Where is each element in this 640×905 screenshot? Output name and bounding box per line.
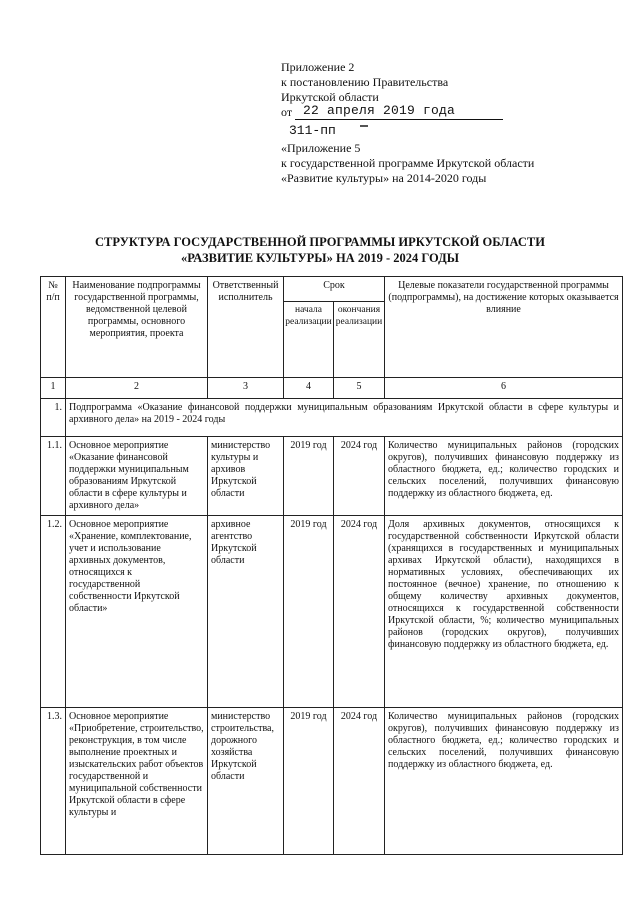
col-number: 5 [334, 378, 385, 399]
appendix-line-7: «Развитие культуры» на 2014-2020 годы [281, 171, 487, 185]
col-number: 4 [284, 378, 334, 399]
header-num: № п/п [41, 277, 66, 378]
title-line-1: СТРУКТУРА ГОСУДАРСТВЕННОЙ ПРОГРАММЫ ИРКУТСКОЙ ОБЛАСТИ [95, 235, 545, 249]
title-line-2: «РАЗВИТИЕ КУЛЬТУРЫ» НА 2019 - 2024 ГОДЫ [181, 251, 459, 265]
table-row [41, 516, 623, 708]
table-row [41, 437, 623, 516]
header-period: Срок [284, 277, 385, 302]
appendix-line-6: к государственной программе Иркутской области [281, 156, 535, 170]
row-targets: Доля архивных документов, относящихся к государственной собственности Иркутской области (хранящихся в государственных и муниципальных архивах Иркутской области), находящихся в нормативных условиях, обеспечивающих их постоянное (вечное) хранение, по отношению к общему количеству архивных документов, относящихся к государственной собственности Иркутской области, %; количество муниципальных районов (городских округов), получивших финансовую поддержку из областного бюджета, ед. [385, 516, 623, 708]
row-end: 2024 год [334, 708, 385, 855]
col-number: 1 [41, 378, 66, 399]
header-end: окончания реализации [334, 302, 385, 378]
row-name: Основное мероприятие «Приобретение, строительство, реконструкция, в том числе выполнение проектных и изыскательских работ объектов государственной и муниципальной собственности Иркутской области в сфере культуры и [66, 708, 208, 855]
row-num: 1.3. [41, 708, 66, 855]
row-name: Основное мероприятие «Оказание финансовой поддержки муниципальным образованиям Иркутской области в сфере культуры и архивного дела» [66, 437, 208, 516]
document-title [0, 234, 640, 266]
section-num: 1. [41, 399, 66, 437]
section-text: Подпрограмма «Оказание финансовой поддержки муниципальным образованиям Иркутской области в сфере культуры и архивного дела» на 2019 - 2024 годы [66, 399, 623, 437]
row-targets: Количество муниципальных районов (городских округов), получивших финансовую поддержку из областного бюджета, ед.; количество городских и сельских поселений, получивших финансовую поддержку из областного бюджета, ед. [385, 708, 623, 855]
appendix-line-1: Приложение 2 [281, 60, 355, 74]
section-row [41, 399, 623, 437]
appendix-block [281, 60, 534, 186]
row-start: 2019 год [284, 708, 334, 855]
row-num: 1.2. [41, 516, 66, 708]
row-num: 1.1. [41, 437, 66, 516]
header-name: Наименование подпрограммы государственной программы, ведомственной целевой программы, основного мероприятия, проекта [66, 277, 208, 378]
row-end: 2024 год [334, 437, 385, 516]
appendix-line-2: к постановлению Правительства [281, 75, 449, 89]
appendix-line-3: Иркутской области [281, 90, 379, 104]
date-underline [295, 119, 503, 120]
header-executor: Ответственный исполнитель [208, 277, 284, 378]
header-start: начала реализации [284, 302, 334, 378]
appendix-number: 311-пп [289, 123, 336, 138]
col-number: 6 [385, 378, 623, 399]
scan-mark [360, 125, 368, 127]
appendix-line-5: «Приложение 5 [281, 141, 361, 155]
program-structure-table [40, 276, 623, 855]
appendix-date-line [281, 105, 534, 121]
row-executor: министерство культуры и архивов Иркутской области [208, 437, 284, 516]
row-start: 2019 год [284, 516, 334, 708]
row-targets: Количество муниципальных районов (городских округов), получивших финансовую поддержку из областного бюджета, ед.; количество городских и сельских поселений, получивших финансовую поддержку из областного бюджета, ед. [385, 437, 623, 516]
row-start: 2019 год [284, 437, 334, 516]
row-executor: министерство строительства, дорожного хозяйства Иркутской области [208, 708, 284, 855]
row-name: Основное мероприятие «Хранение, комплектование, учет и использование архивных документов, относящихся к государственной собственности Иркутской области» [66, 516, 208, 708]
table-row [41, 708, 623, 855]
row-executor: архивное агентство Иркутской области [208, 516, 284, 708]
header-row [41, 277, 623, 302]
appendix-date: 22 апреля 2019 года [303, 103, 456, 118]
header-targets: Целевые показатели государственной программы (подпрограммы), на достижение которых оказывается влияние [385, 277, 623, 378]
column-number-row [41, 378, 623, 399]
row-end: 2024 год [334, 516, 385, 708]
col-number: 3 [208, 378, 284, 399]
col-number: 2 [66, 378, 208, 399]
date-prefix: от [281, 105, 293, 119]
